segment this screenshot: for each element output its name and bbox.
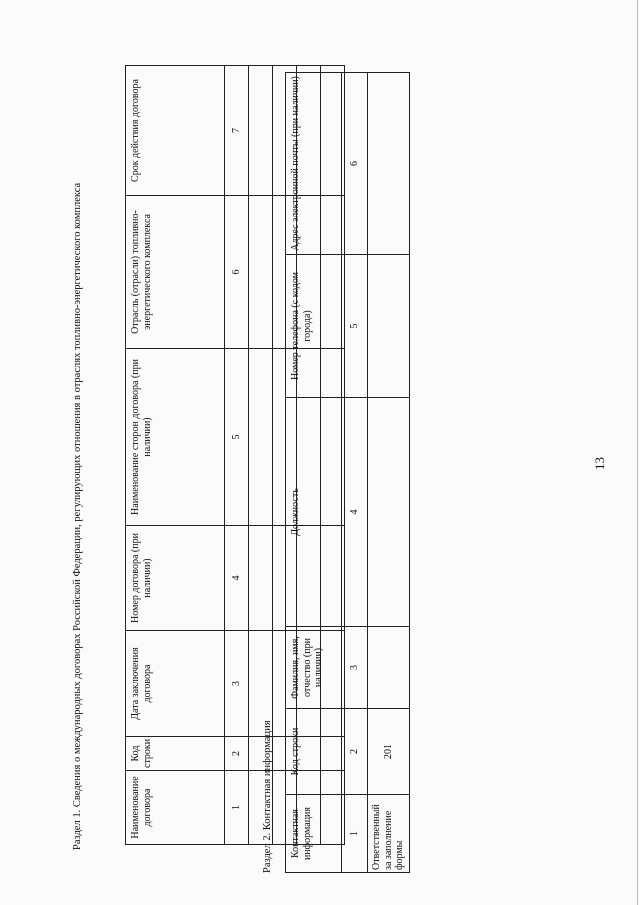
table-cell — [368, 398, 410, 627]
table-cell — [249, 66, 273, 196]
header-contract-number: Номер договора (при наличии) — [126, 526, 225, 631]
table-row — [368, 73, 410, 873]
section-2-table — [285, 72, 410, 873]
page-number: 13 — [592, 457, 607, 470]
table-cell — [368, 255, 410, 398]
table-header-row — [286, 73, 342, 873]
column-number: 1 — [225, 771, 249, 845]
column-number: 1 — [342, 795, 368, 873]
column-number: 7 — [225, 66, 249, 196]
table-cell — [249, 196, 273, 349]
table-cell — [249, 526, 273, 631]
column-number: 4 — [342, 398, 368, 627]
section-1-title: Раздел 1. Сведения о международных договорах Российской Федерации, регулирующих отношения в отраслях топливно-энергетического комплекса — [72, 182, 83, 850]
header-validity-term: Срок действия договора — [126, 66, 225, 196]
header-row-code: Код строки — [286, 709, 342, 795]
header-conclusion-date: Дата заключения договора — [126, 631, 225, 737]
header-contract-name: Наименование договора — [126, 771, 225, 845]
column-number: 5 — [225, 349, 249, 526]
section-2-title: Раздел 2. Контактная информация — [262, 720, 273, 873]
column-number: 6 — [225, 196, 249, 349]
header-industry: Отрасль (отрасли) топливно-энергетического комплекса — [126, 196, 225, 349]
table-header-row — [126, 66, 225, 845]
table-cell — [368, 627, 410, 709]
column-numbers-row — [225, 66, 249, 845]
column-number: 5 — [342, 255, 368, 398]
responsible-person-label: Ответственный за заполнение формы — [368, 795, 410, 873]
row-code-201: 201 — [368, 709, 410, 795]
header-email: Адрес электронной почты (при наличии) — [286, 73, 342, 255]
column-number: 2 — [342, 709, 368, 795]
header-full-name: Фамилия, имя, отчество (при наличии) — [286, 627, 342, 709]
table-cell — [368, 73, 410, 255]
header-row-code: Код строки — [126, 737, 225, 771]
header-position: Должность — [286, 398, 342, 627]
table-cell — [249, 349, 273, 526]
column-number: 3 — [342, 627, 368, 709]
header-phone: Номер телефона (с кодом города) — [286, 255, 342, 398]
column-number: 4 — [225, 526, 249, 631]
column-numbers-row — [342, 73, 368, 873]
page-edge-line — [637, 0, 638, 905]
column-number: 6 — [342, 73, 368, 255]
column-number: 2 — [225, 737, 249, 771]
column-number: 3 — [225, 631, 249, 737]
header-contact-info: Контактная информация — [286, 795, 342, 873]
header-parties: Наименование сторон договора (при наличии) — [126, 349, 225, 526]
